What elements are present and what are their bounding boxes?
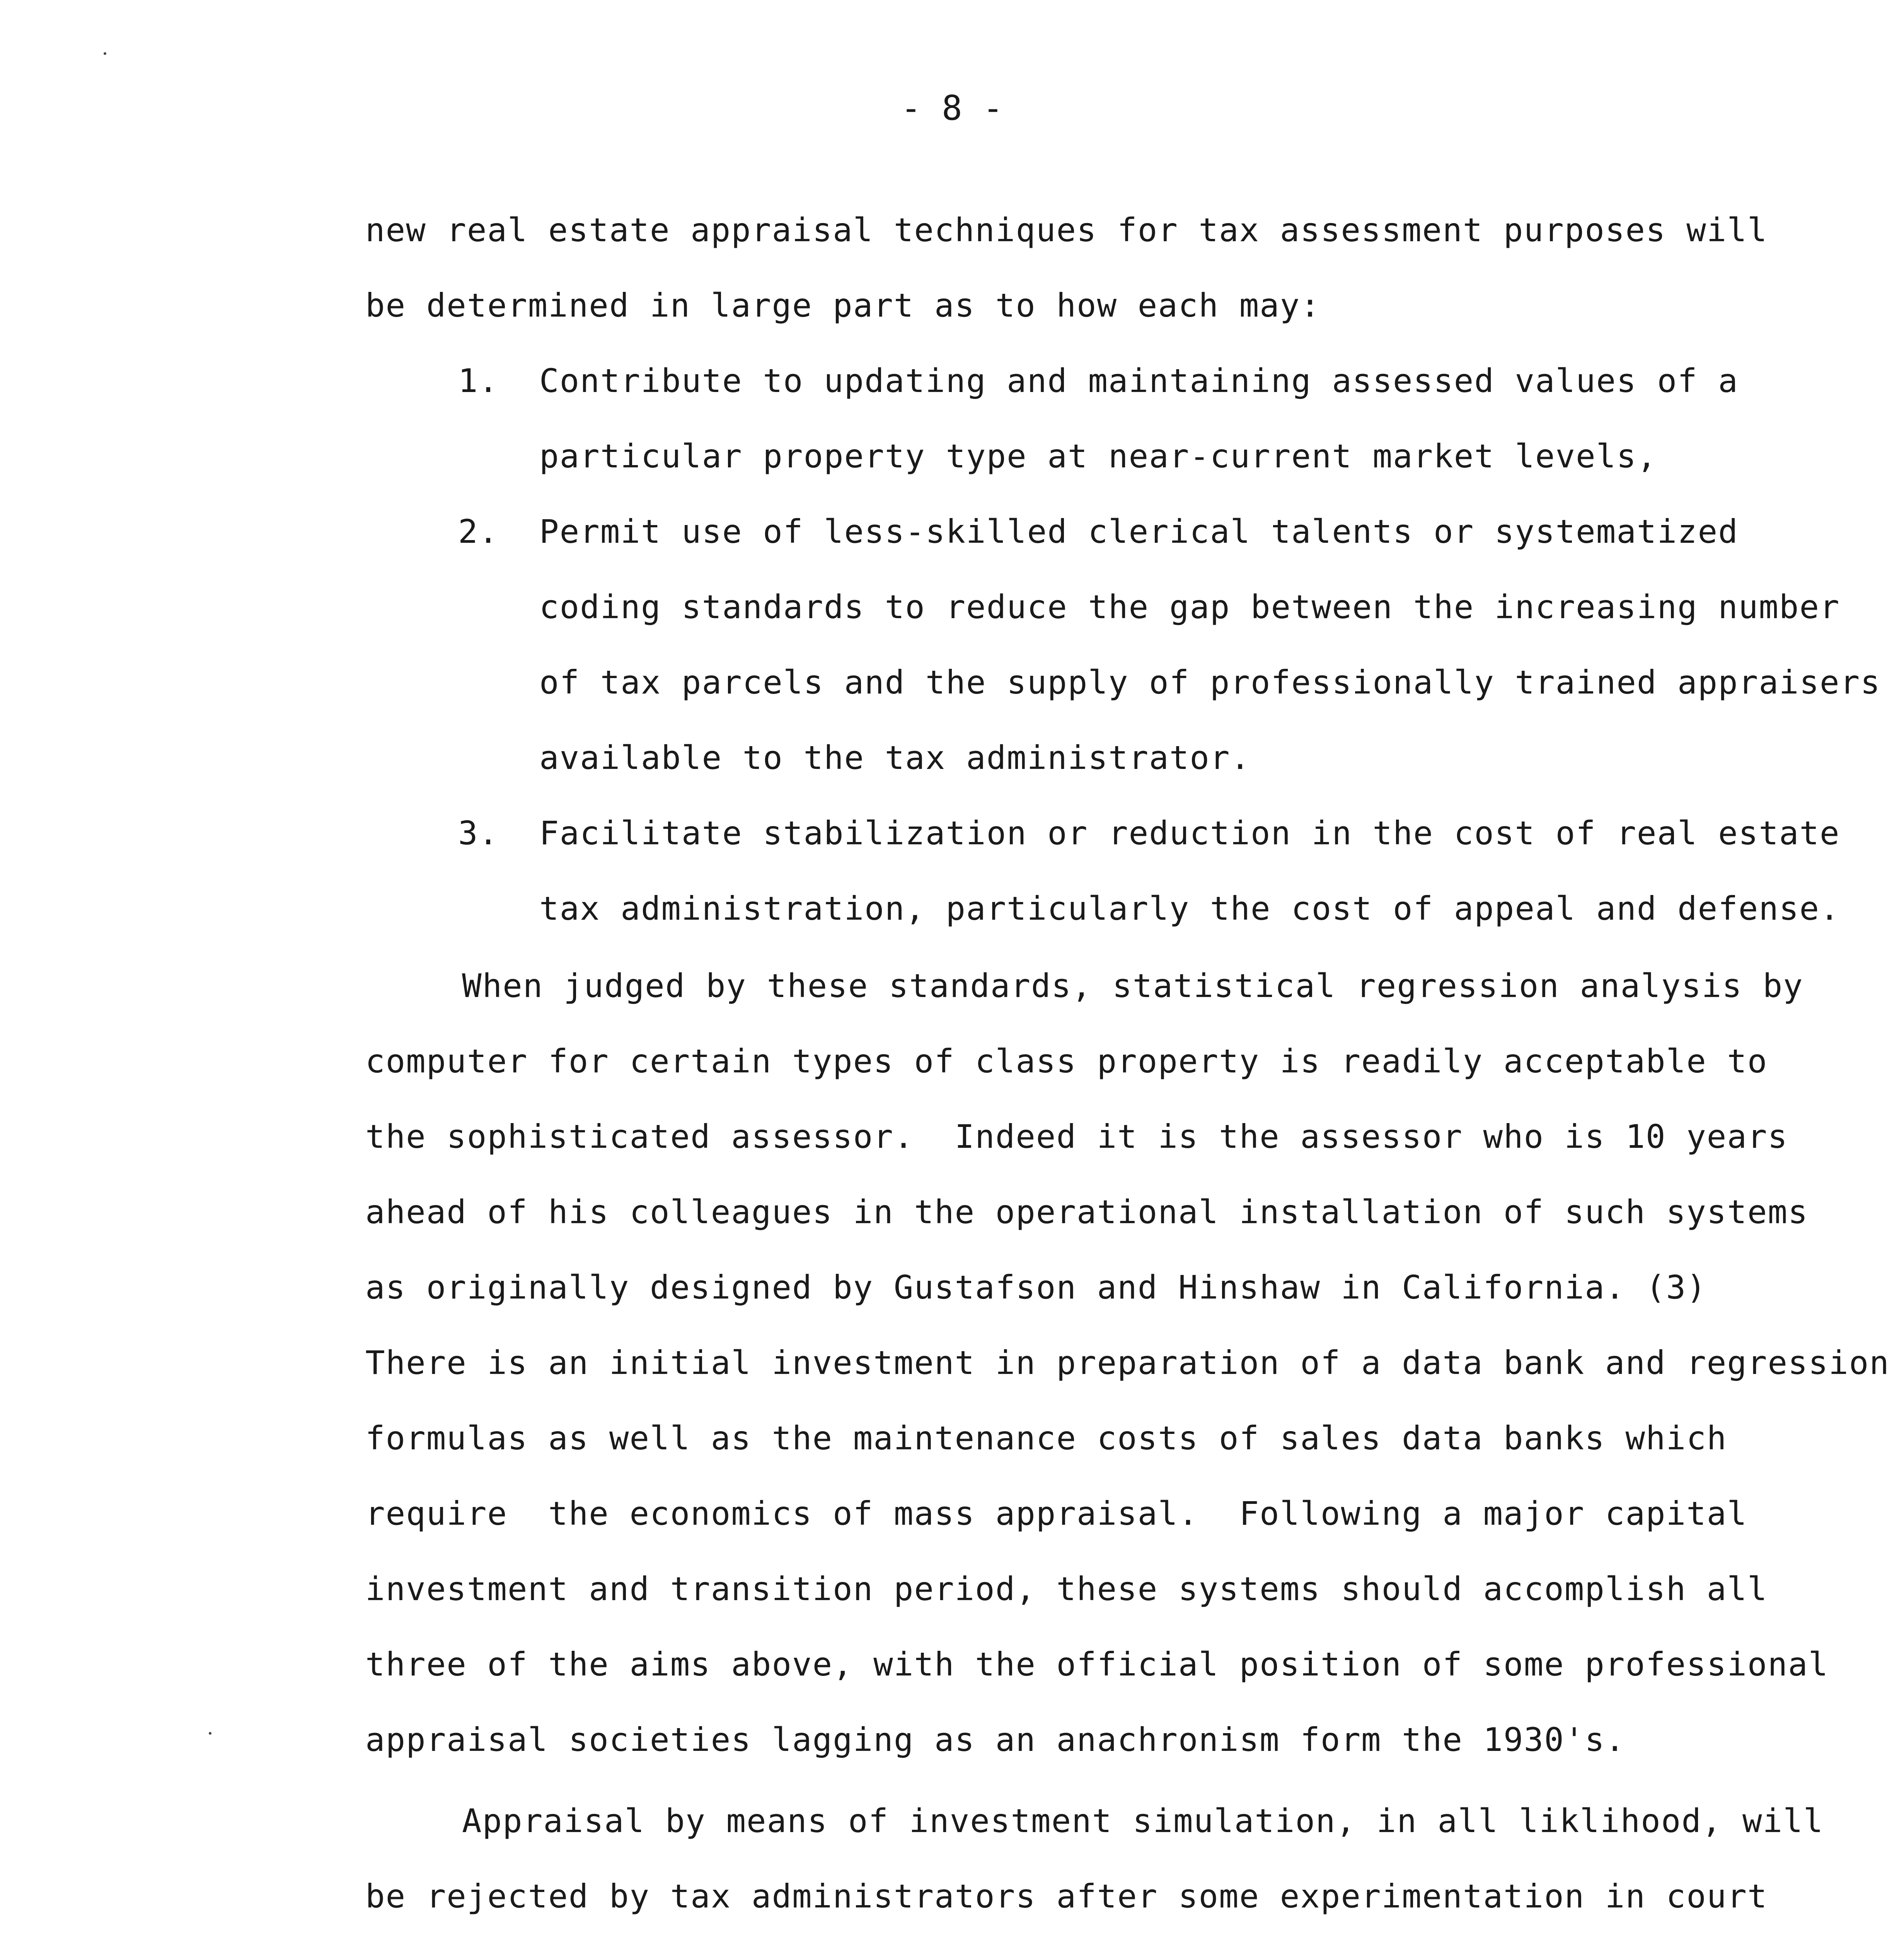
list-item-number: 3.	[458, 814, 499, 852]
list-item-line: Permit use of less-skilled clerical talents or systematized	[539, 513, 1739, 551]
body-line: require the economics of mass appraisal. Following a major capital	[365, 1495, 1747, 1532]
body-line: When judged by these standards, statistical regression analysis by	[462, 967, 1803, 1005]
body-line: ahead of his colleagues in the operational installation of such systems	[365, 1193, 1809, 1231]
body-line: be determined in large part as to how each may:	[365, 286, 1321, 324]
body-line: be rejected by tax administrators after some experimentation in court	[365, 1877, 1768, 1915]
list-item-line: coding standards to reduce the gap between the increasing number	[539, 588, 1840, 626]
body-line: formulas as well as the maintenance costs of sales data banks which	[365, 1419, 1727, 1457]
body-line: computer for certain types of class property is readily acceptable to	[365, 1042, 1768, 1080]
list-item-line: of tax parcels and the supply of professionally trained appraisers	[539, 663, 1881, 701]
list-item-line: tax administration, particularly the cost of appeal and defense.	[539, 890, 1840, 927]
scan-speck	[209, 1732, 211, 1735]
page-number: - 8 -	[901, 88, 1003, 128]
list-item-line: particular property type at near-current market levels,	[539, 437, 1657, 475]
body-line: new real estate appraisal techniques for tax assessment purposes will	[365, 211, 1768, 249]
list-item-line: available to the tax administrator.	[539, 739, 1251, 777]
body-line: Appraisal by means of investment simulation, in all liklihood, will	[462, 1802, 1824, 1840]
body-line: investment and transition period, these systems should accomplish all	[365, 1570, 1768, 1608]
body-line: appraisal societies lagging as an anachronism form the 1930's.	[365, 1721, 1626, 1759]
scan-speck	[104, 52, 106, 55]
list-item-line: Facilitate stabilization or reduction in the cost of real estate	[539, 814, 1840, 852]
list-item-line: Contribute to updating and maintaining assessed values of a	[539, 362, 1739, 400]
body-line: There is an initial investment in preparation of a data bank and regression	[365, 1344, 1890, 1382]
body-line: three of the aims above, with the official position of some professional	[365, 1645, 1829, 1683]
body-line: as originally designed by Gustafson and Hinshaw in California. (3)	[365, 1268, 1707, 1306]
body-line: the sophisticated assessor. Indeed it is the assessor who is 10 years	[365, 1118, 1788, 1156]
list-item-number: 1.	[458, 362, 499, 400]
list-item-number: 2.	[458, 513, 499, 551]
